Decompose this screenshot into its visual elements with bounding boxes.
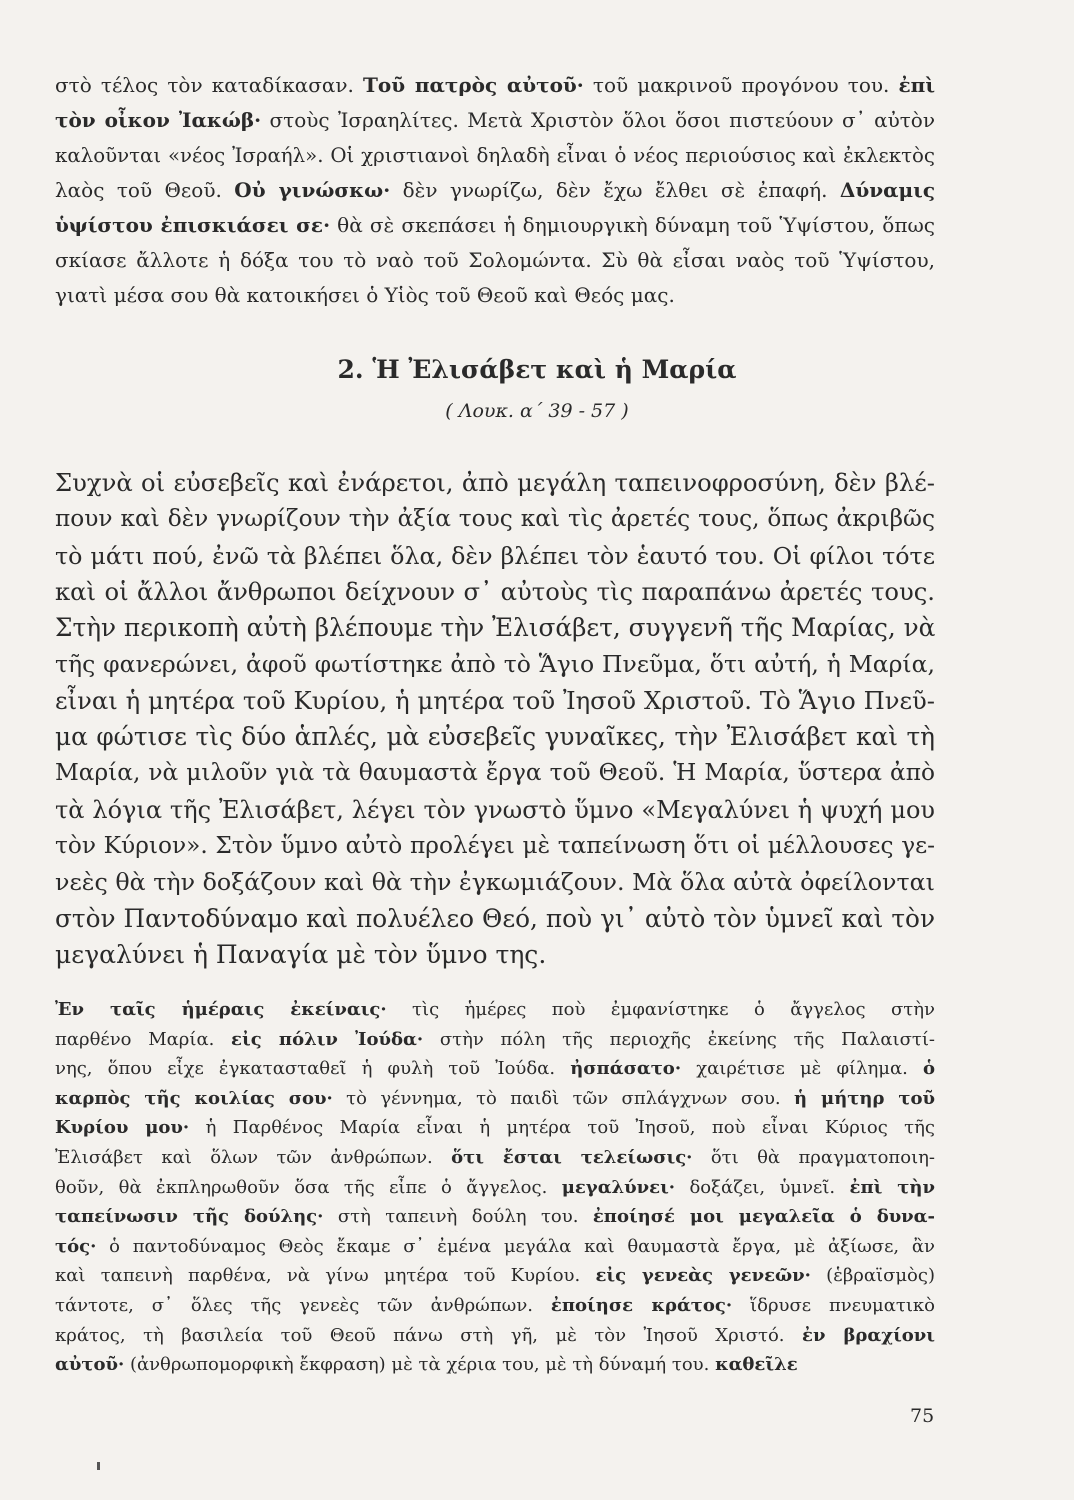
- glossed-term: Τοῦ πατρὸς αὐτοῦ·: [363, 73, 584, 97]
- gloss-text: σκίασε ἄλλοτε ἡ δόξα του τὸ ναὸ τοῦ Σολομώντα. Σὺ θὰ εἶσαι ναὸς τοῦ Ὑψίστου,: [55, 248, 935, 272]
- page-number: 75: [910, 1405, 935, 1427]
- gloss-text: στὸ τέλος τὸν καταδίκασαν.: [55, 73, 363, 97]
- gloss-text: τὸ γέννημα, τὸ παιδὶ τῶν σπλάγχνων σου.: [332, 1087, 795, 1109]
- note-line: [55, 1202, 935, 1232]
- glossed-term: ἠσπάσατο·: [570, 1058, 682, 1080]
- glossed-term: Κυρίου μου·: [55, 1117, 190, 1139]
- paragraph-line: μεγαλύνει ἡ Παναγία μὲ τὸν ὕμνο της.: [55, 939, 547, 969]
- gloss-text: κράτος, τὴ βασιλεία τοῦ Θεοῦ πάνω στὴ γῆ, μὲ τὸν Ἰησοῦ Χριστό.: [55, 1324, 803, 1346]
- note-line: [55, 1261, 935, 1291]
- paragraph-line: νεὲς θὰ τὴν δοξάζουν καὶ θὰ τὴν ἐγκωμιάζουν. Μὰ ὅλα αὐτὰ ὀφείλονται: [55, 868, 935, 897]
- text-line: [55, 68, 935, 103]
- note-line: [55, 1321, 935, 1351]
- gloss-text: (ἀνθρωπομορφικὴ ἔκφραση) μὲ τὰ χέρια του, μὲ τὴ δύναμή του.: [124, 1354, 716, 1376]
- text-line: [55, 103, 935, 138]
- paragraph-line: τῆς φανερώνει, ἀφοῦ φωτίστηκε ἀπὸ τὸ Ἅγιο Πνεῦμα, ὅτι αὐτή, ἡ Μαρία,: [55, 650, 935, 679]
- paragraph-line: τὸ μάτι πού, ἐνῶ τὰ βλέπει ὅλα, δὲν βλέπει τὸν ἑαυτό του. Οἱ φίλοι τότε: [55, 541, 935, 570]
- gloss-text: στοὺς Ἰσραηλίτες. Μετὰ Χριστὸν ὅλοι ὅσοι πιστεύουν σ᾽ αὐτὸν: [261, 108, 935, 132]
- note-line: [55, 1350, 935, 1380]
- paragraph-line: Στὴν περικοπὴ αὐτὴ βλέπουμε τὴν Ἐλισάβετ, συγγενῆ τῆς Μαρίας, νὰ: [55, 613, 936, 643]
- paragraph-line: εἶναι ἡ μητέρα τοῦ Κυρίου, ἡ μητέρα τοῦ Ἰησοῦ Χριστοῦ. Τὸ Ἅγιο Πνεῦ-: [55, 685, 935, 715]
- text-line: [55, 173, 935, 208]
- notes-paragraph: [55, 995, 935, 1380]
- gloss-text: δοξάζει, ὑμνεῖ.: [675, 1176, 850, 1198]
- gloss-text: δὲν γνωρίζω, δὲν ἔχω ἔλθει σὲ ἐπαφή.: [390, 178, 840, 202]
- glossed-term: αὐτοῦ·: [55, 1354, 125, 1376]
- gloss-text: στὴ ταπεινὴ δούλη του.: [323, 1206, 593, 1228]
- gloss-text: γιατὶ μέσα σου θὰ κατοικήσει ὁ Υἱὸς τοῦ Θεοῦ καὶ Θεός μας.: [55, 283, 675, 307]
- glossed-term: τός·: [55, 1235, 97, 1257]
- main-paragraph: [55, 465, 935, 973]
- gloss-text: καὶ ταπεινὴ παρθένα, νὰ γίνω μητέρα τοῦ Κυρίου.: [55, 1265, 596, 1287]
- text-line: [55, 243, 935, 278]
- gloss-text: ἵδρυσε πνευματικὸ: [732, 1294, 935, 1316]
- glossed-term: τὸν οἶκον Ἰακώβ·: [55, 108, 262, 132]
- gloss-text: νης, ὅπου εἶχε ἐγκατασταθεῖ ἡ φυλὴ τοῦ Ἰούδα.: [55, 1058, 571, 1080]
- gloss-text: καλοῦνται «νέος Ἰσραήλ». Οἱ χριστιανοὶ δηλαδὴ εἶναι ὁ νέος περιούσιος καὶ ἐκλεκτὸς: [55, 144, 935, 167]
- glossed-term: καθεῖλε: [715, 1354, 798, 1376]
- glossed-term: ἐποίησε κράτος·: [550, 1294, 733, 1316]
- gloss-text: ἡ Παρθένος Μαρία εἶναι ἡ μητέρα τοῦ Ἰησοῦ, ποὺ εἶναι Κύριος τῆς: [189, 1117, 935, 1139]
- gloss-text: (ἑβραϊσμὸς): [810, 1265, 935, 1287]
- glossed-term: Δύναμις: [839, 178, 936, 202]
- gloss-text: τοῦ μακρινοῦ προγόνου του.: [583, 73, 899, 97]
- text-line: [55, 208, 935, 243]
- glossed-term: ἐποίησέ μοι μεγαλεῖα ὁ δυνα-: [592, 1206, 935, 1228]
- gloss-text: θὰ σὲ σκεπάσει ἡ δημιουργικὴ δύναμη τοῦ Ὑψίστου, ὅπως: [330, 213, 935, 237]
- glossed-term: Ἐν ταῖς ἡμέραις ἐκείναις·: [55, 999, 387, 1020]
- paragraph-line: μα φώτισε τὶς δύο ἁπλές, μὰ εὐσεβεῖς γυναῖκες, τὴν Ἐλισάβετ καὶ τὴ: [55, 722, 935, 752]
- note-line: [55, 1084, 935, 1114]
- glossed-term: εἰς γενεὰς γενεῶν·: [595, 1265, 811, 1287]
- text-line: [55, 278, 935, 313]
- glossed-term: ὅτι ἔσται τελείωσις·: [451, 1146, 693, 1168]
- text-line: [55, 138, 935, 173]
- paragraph-line: Συχνὰ οἱ εὐσεβεῖς καὶ ἐνάρετοι, ἀπὸ μεγάλη ταπεινοφροσύνη, δὲν βλέ-: [55, 468, 935, 497]
- gloss-text: ὅτι θὰ πραγματοποιη-: [692, 1146, 936, 1168]
- note-line: [55, 1143, 935, 1173]
- glossed-term: ἐπὶ τὴν: [849, 1176, 935, 1198]
- note-line: [55, 1291, 935, 1321]
- gloss-text: τὶς ἡμέρες ποὺ ἐμφανίστηκε ὁ ἄγγελος στὴν: [386, 999, 935, 1020]
- glossed-term: ὑψίστου ἐπισκιάσει σε·: [55, 213, 331, 237]
- glossed-term: ἐν βραχίονι: [802, 1324, 936, 1346]
- glossed-term: μεγαλύνει·: [561, 1176, 676, 1198]
- scripture-reference: ( Λουκ. α΄ 39 - 57 ): [445, 400, 629, 422]
- gloss-text: παρθένο Μαρία.: [55, 1028, 232, 1050]
- gloss-text: λαὸς τοῦ Θεοῦ.: [55, 178, 235, 202]
- paragraph-line: τὸν Κύριον». Στὸν ὕμνο αὐτὸ προλέγει μὲ ταπείνωση ὅτι οἱ μέλλουσες γε-: [55, 831, 935, 859]
- note-line: [55, 1232, 935, 1262]
- paragraph-line: τὰ λόγια τῆς Ἐλισάβετ, λέγει τὸν γνωστὸ ὕμνο «Μεγαλύνει ἡ ψυχή μου: [55, 795, 935, 824]
- paragraph-line: Μαρία, νὰ μιλοῦν γιὰ τὰ θαυμαστὰ ἔργα τοῦ Θεοῦ. Ἡ Μαρία, ὕστερα ἀπὸ: [55, 759, 935, 787]
- glossed-term: καρπὸς τῆς κοιλίας σου·: [55, 1087, 333, 1109]
- paragraph-line: καὶ οἱ ἄλλοι ἄνθρωποι δείχνουν σ᾽ αὐτοὺς τὶς παραπάνω ἀρετές τους.: [55, 576, 935, 606]
- gloss-text: χαιρέτισε μὲ φίλημα.: [681, 1058, 923, 1080]
- glossed-term: εἰς πόλιν Ἰούδα·: [231, 1028, 424, 1050]
- note-line: [55, 995, 935, 1025]
- note-line: [55, 1054, 935, 1084]
- paragraph-line: στὸν Παντοδύναμο καὶ πολυέλεο Θεό, ποὺ γι᾽ αὐτὸ τὸν ὑμνεῖ καὶ τὸν: [55, 903, 935, 933]
- glossed-term: ἐπὶ: [898, 73, 935, 97]
- gloss-text: Ἐλισάβετ καὶ ὅλων τῶν ἀνθρώπων.: [55, 1146, 452, 1168]
- gloss-text: θοῦν, θὰ ἐκπληρωθοῦν ὅσα τῆς εἶπε ὁ ἄγγελος.: [55, 1176, 562, 1198]
- gloss-text: ὁ παντοδύναμος Θεὸς ἔκαμε σ᾽ ἐμένα μεγάλα καὶ θαυμαστὰ ἔργα, μὲ ἀξίωσε, ἂν: [96, 1235, 935, 1257]
- section-title: 2. Ἡ Ἐλισάβετ καὶ ἡ Μαρία: [337, 355, 737, 384]
- ink-speck: [97, 1462, 100, 1470]
- gloss-text: στὴν πόλη τῆς περιοχῆς ἐκείνης τῆς Παλαιστί-: [423, 1028, 935, 1050]
- glossed-term: ταπείνωσιν τῆς δούλης·: [55, 1206, 324, 1228]
- note-line: [55, 1113, 935, 1143]
- glossed-term: Οὐ γινώσκω·: [234, 178, 391, 202]
- note-line: [55, 1025, 935, 1055]
- glossed-term: ὁ: [922, 1058, 935, 1080]
- commentary-top: [55, 68, 935, 313]
- gloss-text: τάντοτε, σ᾽ ὅλες τῆς γενεὲς τῶν ἀνθρώπων.: [55, 1294, 551, 1316]
- note-line: [55, 1173, 935, 1203]
- paragraph-line: πουν καὶ δὲν γνωρίζουν τὴν ἀξία τους καὶ τὶς ἀρετές τους, ὅπως ἀκριβῶς: [55, 505, 935, 533]
- glossed-term: ἡ μήτηρ τοῦ: [794, 1087, 935, 1109]
